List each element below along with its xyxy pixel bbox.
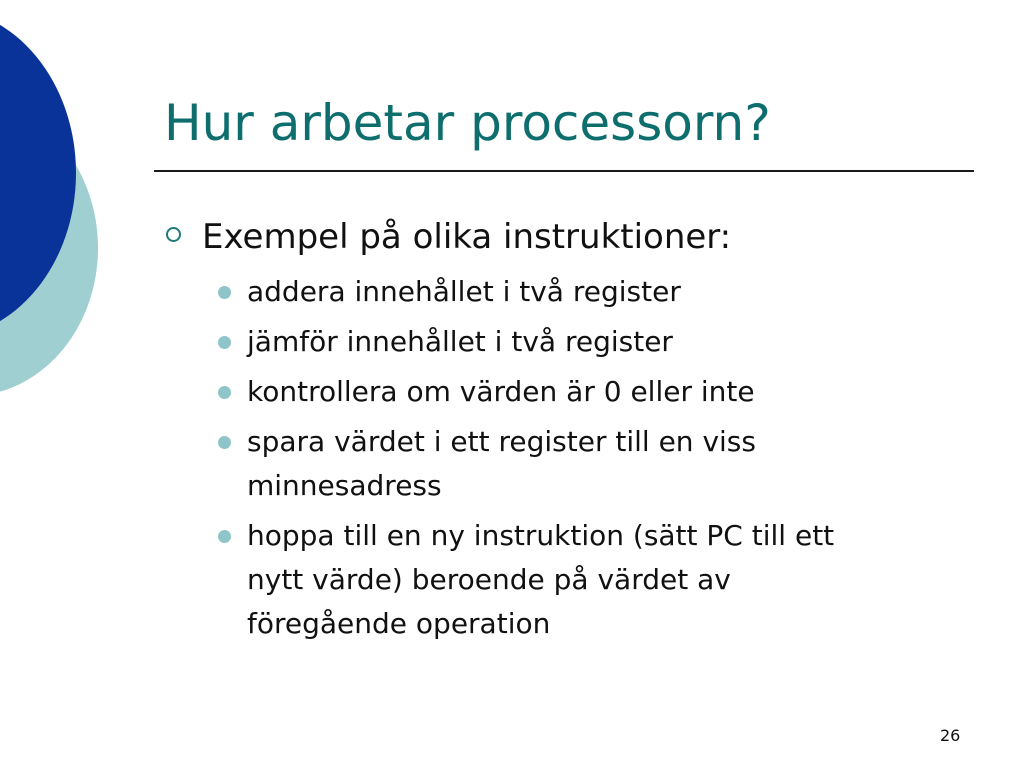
sub-bullet-list: [218, 270, 947, 652]
dot-bullet-icon: [218, 286, 231, 299]
sub-bullet-item: [218, 420, 947, 508]
sub-bullet-line: nytt värde) beroende på värdet av: [247, 563, 731, 596]
sub-bullet-item: [218, 370, 947, 414]
sub-bullet-text: [247, 370, 947, 414]
sub-bullet-item: [218, 514, 947, 646]
main-bullet-item: [164, 212, 731, 262]
dot-bullet-icon: [218, 530, 231, 543]
dot-bullet-icon: [218, 386, 231, 399]
sub-bullet-line: addera innehållet i två register: [247, 275, 681, 308]
sub-bullet-line: minnesadress: [247, 469, 442, 502]
sub-bullet-text: [247, 514, 947, 646]
sub-bullet-text: [247, 420, 947, 508]
main-bullet-list: [164, 212, 731, 262]
sub-bullet-line: hoppa till en ny instruktion (sätt PC till ett: [247, 519, 835, 552]
title-divider: [154, 170, 974, 172]
sub-bullet-item: [218, 320, 947, 364]
dot-bullet-icon: [218, 336, 231, 349]
slide-title: Hur arbetar processorn?: [164, 94, 771, 152]
sub-bullet-text: [247, 320, 947, 364]
sub-bullet-line: spara värdet i ett register till en viss: [247, 425, 756, 458]
main-bullet-text: Exempel på olika instruktioner:: [202, 217, 732, 257]
dot-bullet-icon: [218, 436, 231, 449]
sub-bullet-item: [218, 270, 947, 314]
hollow-circle-bullet-icon: [166, 227, 181, 242]
sub-bullet-text: [247, 270, 947, 314]
page-number: 26: [940, 726, 961, 745]
sub-bullet-line: jämför innehållet i två register: [247, 325, 673, 358]
sub-bullet-line: kontrollera om värden är 0 eller inte: [247, 375, 755, 408]
sub-bullet-line: föregående operation: [247, 607, 551, 640]
